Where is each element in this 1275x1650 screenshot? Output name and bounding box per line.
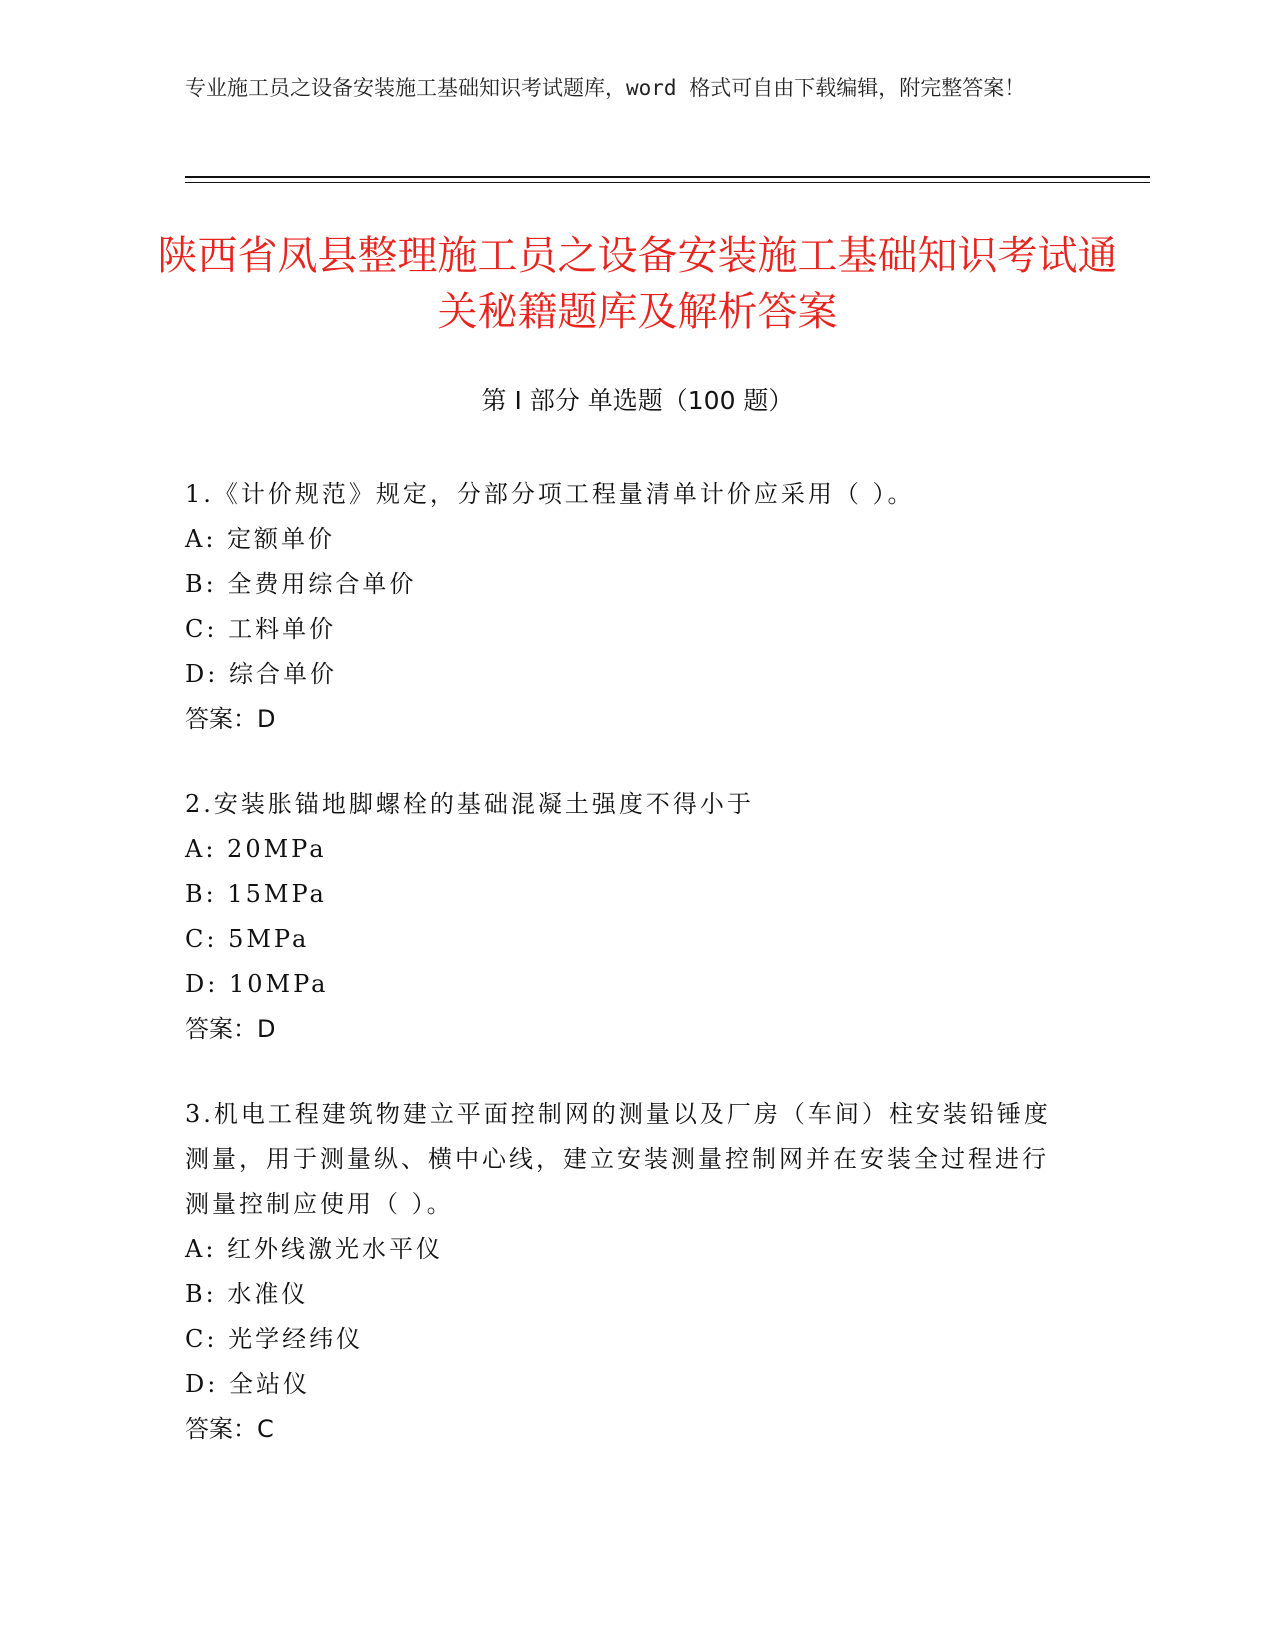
question-3 bbox=[185, 1092, 1065, 1452]
question-1 bbox=[185, 472, 1065, 742]
answer: 答案：D bbox=[185, 1015, 276, 1043]
answer: 答案：D bbox=[185, 705, 276, 733]
question-stem: 1.《计价规范》规定，分部分项工程量清单计价应采用（ ）。 bbox=[185, 480, 915, 508]
answer: 答案：C bbox=[185, 1415, 274, 1443]
question-list bbox=[185, 472, 1065, 1492]
question-stem: 2.安装胀锚地脚螺栓的基础混凝土强度不得小于 bbox=[185, 790, 754, 818]
option-d: D: 10MPa bbox=[185, 970, 329, 998]
header-divider-thin bbox=[185, 182, 1150, 183]
option-a: A: 红外线激光水平仪 bbox=[185, 1235, 444, 1263]
option-d: D: 全站仪 bbox=[185, 1370, 310, 1398]
header-divider-thick bbox=[185, 176, 1150, 178]
question-stem: 3.机电工程建筑物建立平面控制网的测量以及厂房（车间）柱安装铅锤度测量，用于测量纵、横中心线，建立安装测量控制网并在安装全过程进行测量控制应使用（ ）。 bbox=[185, 1100, 1051, 1218]
header-note: 专业施工员之设备安装施工基础知识考试题库，word 格式可自由下载编辑，附完整答案！ bbox=[185, 76, 1026, 100]
option-b: B: 水准仪 bbox=[185, 1280, 309, 1308]
option-c: C: 工料单价 bbox=[185, 615, 337, 643]
option-d: D: 综合单价 bbox=[185, 660, 337, 688]
question-2 bbox=[185, 782, 1065, 1052]
section-title: 第 I 部分 单选题（100 题） bbox=[481, 386, 794, 415]
option-c: C: 5MPa bbox=[185, 925, 310, 953]
option-a: A: 定额单价 bbox=[185, 525, 336, 553]
option-c: C: 光学经纬仪 bbox=[185, 1325, 364, 1353]
option-b: B: 15MPa bbox=[185, 880, 327, 908]
document-title: 陕西省凤县整理施工员之设备安装施工基础知识考试通关秘籍题库及解析答案 bbox=[157, 233, 1118, 335]
option-a: A: 20MPa bbox=[185, 835, 327, 863]
option-b: B: 全费用综合单价 bbox=[185, 570, 417, 598]
